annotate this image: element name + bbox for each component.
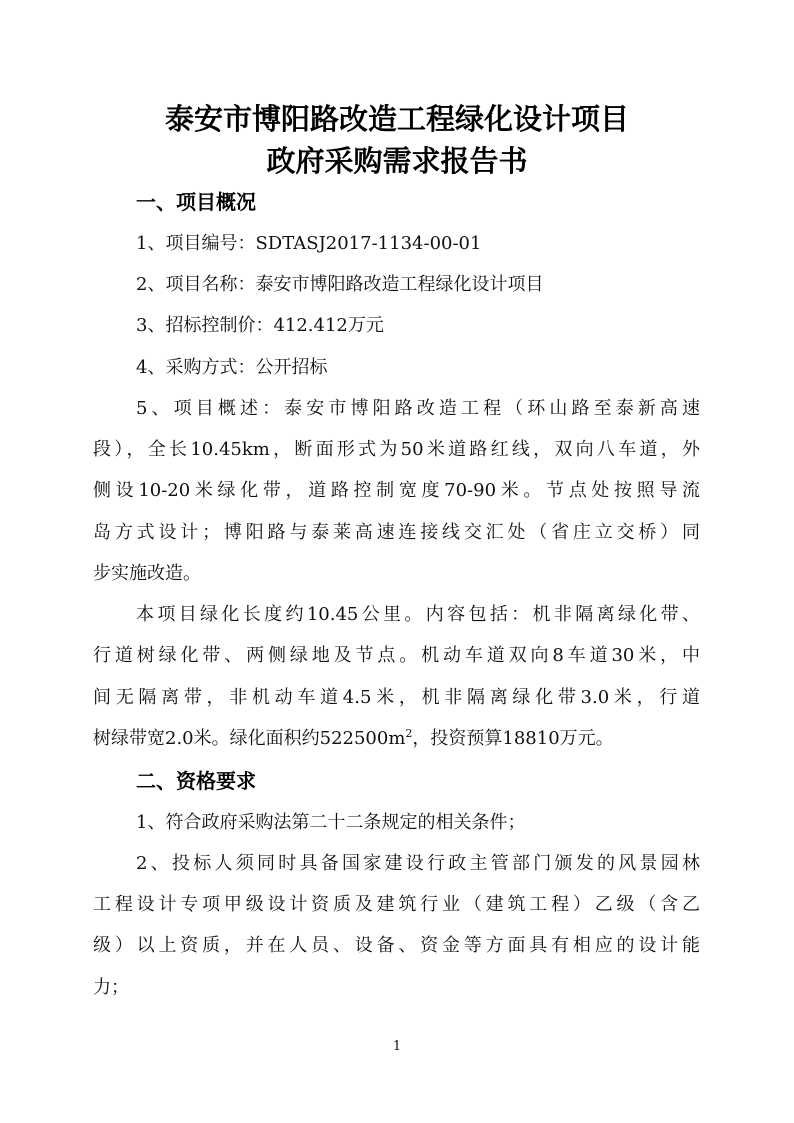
qualification-item2-line: 级）以上资质，并在人员、设备、资金等方面具有相应的设计能: [93, 935, 700, 956]
overview-line: 5、项目概述：泰安市博阳路改造工程（环山路至泰新高速: [136, 398, 700, 419]
procurement-method: 4、采购方式：公开招标: [136, 357, 328, 378]
scope-line: 本项目绿化长度约10.45公里。内容包括：机非隔离绿化带、: [136, 604, 700, 625]
scope-area-text: 树绿带宽2.0米。绿化面积约522500m: [93, 728, 406, 749]
section-heading-overview: 一、项目概况: [136, 190, 256, 214]
overview-line: 步实施改造。: [93, 563, 201, 584]
scope-line: 行道树绿化带、两侧绿地及节点。机动车道双向8车道30米，中: [93, 645, 700, 666]
qualification-item2-line: 工程设计专项甲级设计资质及建筑行业（建筑工程）乙级（含乙: [93, 894, 700, 915]
scope-budget-text: ，投资预算18810万元。: [412, 728, 614, 749]
qualification-item2-line: 力；: [93, 977, 129, 998]
bid-control-price: 3、招标控制价：412.412万元: [136, 315, 384, 336]
qualification-item2-line: 2、投标人须同时具备国家建设行政主管部门颁发的风景园林: [136, 853, 700, 874]
area-unit-superscript: 2: [405, 727, 413, 740]
overview-line: 侧设10-20米绿化带，道路控制宽度70-90米。节点处按照导流: [93, 480, 700, 501]
project-name: 2、项目名称：泰安市博阳路改造工程绿化设计项目: [136, 274, 544, 295]
overview-line: 段），全长10.45km，断面形式为50米道路红线，双向八车道，外: [93, 439, 700, 460]
document-title-line1: 泰安市博阳路改造工程绿化设计项目: [164, 102, 629, 136]
project-number: 1、项目编号：SDTASJ2017-1134-00-01: [136, 233, 482, 254]
scope-line: 间无隔离带，非机动车道4.5米，机非隔离绿化带3.0米，行道: [93, 687, 700, 708]
qualification-item1: 1、符合政府采购法第二十二条规定的相关条件；: [136, 812, 526, 833]
scope-line-with-area: [93, 726, 614, 752]
section-heading-qualification: 二、资格要求: [136, 769, 256, 793]
overview-line: 岛方式设计；博阳路与泰莱高速连接线交汇处（省庄立交桥）同: [93, 522, 700, 543]
page-number: 1: [392, 1039, 402, 1054]
document-title-line2: 政府采购需求报告书: [266, 144, 528, 178]
